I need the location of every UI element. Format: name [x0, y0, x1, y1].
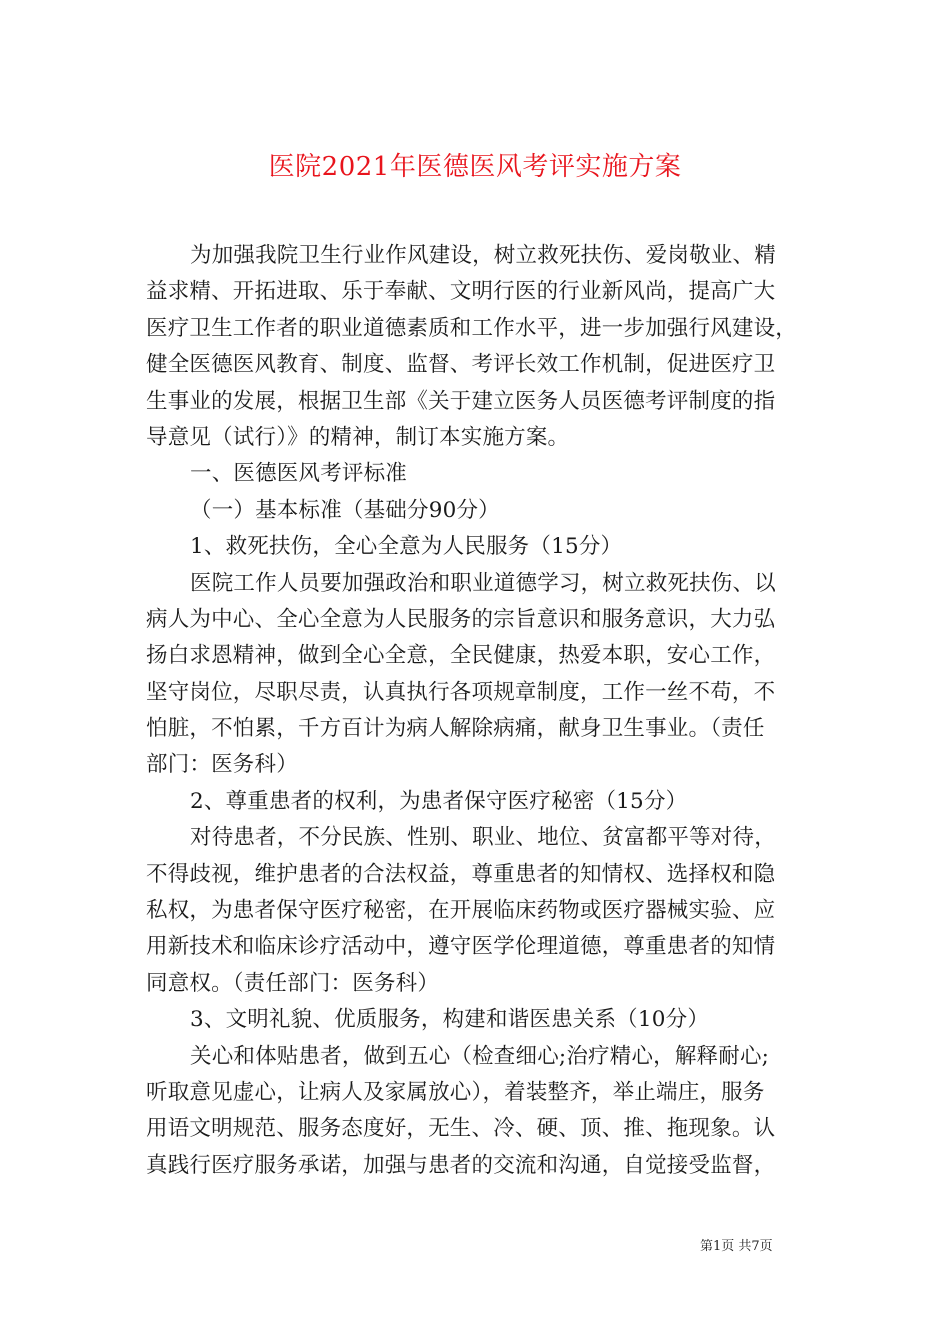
- text-line: 关心和体贴患者，做到五心（检查细心;治疗精心，解释耐心;: [190, 1043, 770, 1069]
- text-line: 同意权。（责任部门：医务科）: [146, 970, 440, 996]
- text-line: 医院工作人员要加强政治和职业道德学习，树立救死扶伤、以: [190, 570, 776, 596]
- text-line: 病人为中心、全心全意为人民服务的宗旨意识和服务意识，大力弘: [146, 606, 776, 632]
- text-line: 对待患者，不分民族、性别、职业、地位、贫富都平等对待，: [190, 825, 776, 851]
- text-line: 益求精、开拓进取、乐于奉献、文明行医的行业新风尚，提高广大: [146, 279, 776, 305]
- text-line: （一）基本标准（基础分90分）: [190, 497, 500, 523]
- text-line: 怕脏，不怕累，千方百计为病人解除病痛，献身卫生事业。（责任: [146, 716, 765, 742]
- text-line: 健全医德医风教育、制度、监督、考评长效工作机制，促进医疗卫: [146, 352, 776, 378]
- document-title: 医院2021年医德医风考评实施方案: [268, 152, 682, 183]
- page-number-footer: 第1页 共7页: [700, 1239, 773, 1254]
- text-line: 坚守岗位，尽职尽责，认真执行各项规章制度，工作一丝不苟，不: [146, 679, 776, 705]
- text-line: 用新技术和临床诊疗活动中，遵守医学伦理道德，尊重患者的知情: [146, 934, 776, 960]
- text-line: 真践行医疗服务承诺，加强与患者的交流和沟通，自觉接受监督，: [146, 1152, 776, 1178]
- text-line: 用语文明规范、服务态度好，无生、冷、硬、顶、推、拖现象。认: [146, 1116, 776, 1142]
- text-line: 一、医德医风考评标准: [190, 461, 408, 487]
- text-line: 部门：医务科）: [146, 752, 298, 778]
- document-body: [146, 238, 810, 1184]
- text-line: 为加强我院卫生行业作风建设，树立救死扶伤、爱岗敬业、精: [190, 243, 776, 268]
- text-line: 不得歧视，维护患者的合法权益，尊重患者的知情权、选择权和隐: [146, 861, 776, 887]
- text-line: 听取意见虚心，让病人及家属放心），着装整齐，举止端庄，服务: [146, 1079, 765, 1105]
- text-line: 3、文明礼貌、优质服务，构建和谐医患关系（10分）: [190, 1007, 710, 1033]
- text-line: 1、救死扶伤，全心全意为人民服务（15分）: [190, 534, 623, 560]
- text-line: 2、尊重患者的权利，为患者保守医疗秘密（15分）: [190, 788, 688, 814]
- text-line: 扬白求恩精神，做到全心全意，全民健康，热爱本职，安心工作，: [146, 643, 776, 669]
- text-line: 私权，为患者保守医疗秘密，在开展临床药物或医疗器械实验、应: [146, 898, 776, 924]
- text-line: 医疗卫生工作者的职业道德素质和工作水平，进一步加强行风建设，: [146, 315, 798, 341]
- text-line: 导意见（试行）》的精神，制订本实施方案。: [146, 424, 570, 450]
- text-line: 生事业的发展，根据卫生部《关于建立医务人员医德考评制度的指: [146, 388, 776, 414]
